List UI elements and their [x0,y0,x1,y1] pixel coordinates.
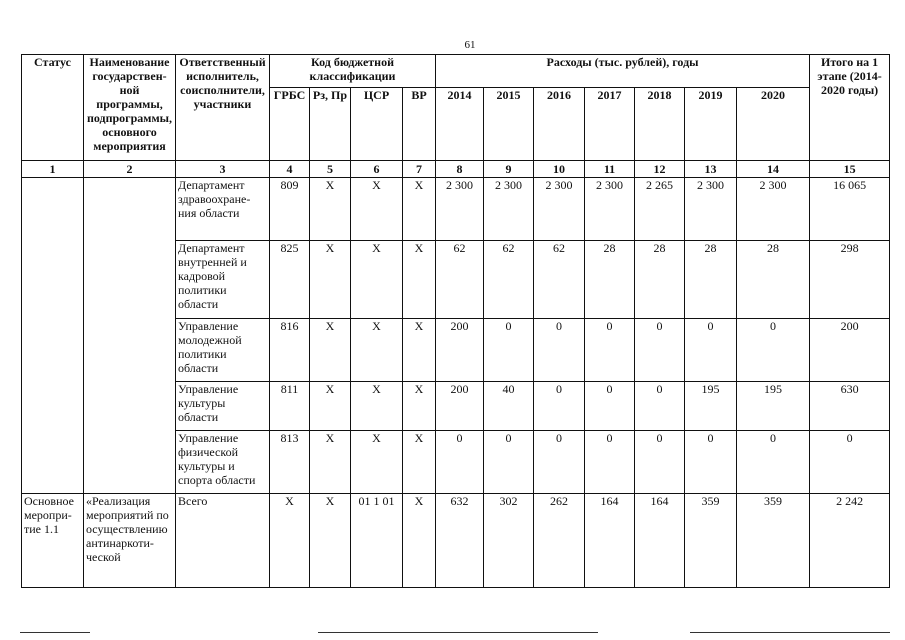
col-number: 7 [403,161,436,178]
name-header: Наименование государствен-ной программы, подпрограммы, основного мероприятия [84,55,176,161]
value-cell: 0 [534,319,585,382]
col-number: 10 [534,161,585,178]
value-cell: 2 300 [534,178,585,241]
col-number: 2 [84,161,176,178]
year-header: 2017 [585,88,635,161]
total-header: Итого на 1 этапе (2014-2020 годы) [810,55,890,161]
vr-cell: Х [403,319,436,382]
executor-header: Ответственный исполнитель, соисполнители, участники [176,55,270,161]
value-cell: 200 [436,382,484,431]
col-number: 8 [436,161,484,178]
value-cell: 359 [737,494,810,588]
value-cell: 0 [737,431,810,494]
rzpr-cell: Х [310,178,351,241]
csr-cell: Х [351,431,403,494]
header-row-1 [22,55,890,88]
value-cell: 359 [685,494,737,588]
vr-cell: Х [403,178,436,241]
value-cell: 28 [585,241,635,319]
executor-cell: Управление физической культуры и спорта области [176,431,270,494]
value-cell: 262 [534,494,585,588]
value-cell: 0 [737,319,810,382]
value-cell: 28 [635,241,685,319]
budget-code-header: Код бюджетной классификации [270,55,436,88]
value-cell: 0 [484,319,534,382]
value-cell: 0 [585,431,635,494]
value-cell: 0 [484,431,534,494]
page-number: 61 [464,39,476,51]
csr-cell: Х [351,382,403,431]
bottom-divider [690,632,890,633]
csr-cell: 01 1 01 [351,494,403,588]
col-number: 14 [737,161,810,178]
value-cell: 0 [585,382,635,431]
col-number: 13 [685,161,737,178]
col-number: 6 [351,161,403,178]
grbs-cell: 816 [270,319,310,382]
grbs-header: ГРБС [270,88,310,161]
value-cell: 62 [534,241,585,319]
column-number-row [22,161,890,178]
value-cell: 2 300 [585,178,635,241]
vr-cell: Х [403,382,436,431]
csr-cell: Х [351,241,403,319]
grbs-cell: 825 [270,241,310,319]
total-cell: 2 242 [810,494,890,588]
total-cell: 200 [810,319,890,382]
grbs-cell: 811 [270,382,310,431]
value-cell: 28 [685,241,737,319]
value-cell: 632 [436,494,484,588]
col-number: 15 [810,161,890,178]
rzpr-cell: Х [310,382,351,431]
executor-cell: Всего [176,494,270,588]
csr-cell: Х [351,178,403,241]
value-cell: 0 [534,431,585,494]
col-number: 4 [270,161,310,178]
total-cell: 0 [810,431,890,494]
year-header: 2015 [484,88,534,161]
col-number: 9 [484,161,534,178]
csr-header: ЦСР [351,88,403,161]
value-cell: 0 [635,382,685,431]
value-cell: 195 [685,382,737,431]
value-cell: 195 [737,382,810,431]
budget-table [21,54,890,588]
rzpr-cell: Х [310,494,351,588]
value-cell: 0 [585,319,635,382]
col-number: 3 [176,161,270,178]
table-row [22,178,890,241]
vr-cell: Х [403,431,436,494]
vr-cell: Х [403,241,436,319]
value-cell: 40 [484,382,534,431]
value-cell: 0 [635,431,685,494]
name-cell: «Реализация мероприятий по осуществлению антинаркоти-ческой [84,494,176,588]
total-cell: 16 065 [810,178,890,241]
year-header: 2016 [534,88,585,161]
year-header: 2014 [436,88,484,161]
status-cell: Основное меропри-тие 1.1 [22,494,84,588]
grbs-cell: Х [270,494,310,588]
total-cell: 630 [810,382,890,431]
value-cell: 0 [685,431,737,494]
value-cell: 2 300 [737,178,810,241]
col-number: 1 [22,161,84,178]
total-cell: 298 [810,241,890,319]
rzpr-cell: Х [310,241,351,319]
value-cell: 62 [436,241,484,319]
expenses-header: Расходы (тыс. рублей), годы [436,55,810,88]
value-cell: 2 300 [436,178,484,241]
value-cell: 2 300 [685,178,737,241]
executor-cell: Управление культуры области [176,382,270,431]
csr-cell: Х [351,319,403,382]
value-cell: 2 300 [484,178,534,241]
value-cell: 0 [534,382,585,431]
value-cell: 0 [635,319,685,382]
year-header: 2019 [685,88,737,161]
year-header: 2020 [737,88,810,161]
vr-header: ВР [403,88,436,161]
value-cell: 0 [436,431,484,494]
rzpr-cell: Х [310,319,351,382]
year-header: 2018 [635,88,685,161]
rzpr-cell: Х [310,431,351,494]
value-cell: 0 [685,319,737,382]
col-number: 12 [635,161,685,178]
value-cell: 302 [484,494,534,588]
col-number: 5 [310,161,351,178]
grbs-cell: 809 [270,178,310,241]
name-cell [84,178,176,494]
executor-cell: Управление молодежной политики области [176,319,270,382]
value-cell: 200 [436,319,484,382]
value-cell: 62 [484,241,534,319]
bottom-divider [20,632,90,633]
value-cell: 164 [635,494,685,588]
status-cell [22,178,84,494]
grbs-cell: 813 [270,431,310,494]
rzpr-header: Рз, Пр [310,88,351,161]
executor-cell: Департамент внутренней и кадровой политики области [176,241,270,319]
value-cell: 164 [585,494,635,588]
bottom-divider [318,632,598,633]
status-header: Статус [22,55,84,161]
value-cell: 28 [737,241,810,319]
table-row [22,494,890,588]
vr-cell: Х [403,494,436,588]
col-number: 11 [585,161,635,178]
executor-cell: Департамент здравоохране-ния области [176,178,270,241]
value-cell: 2 265 [635,178,685,241]
